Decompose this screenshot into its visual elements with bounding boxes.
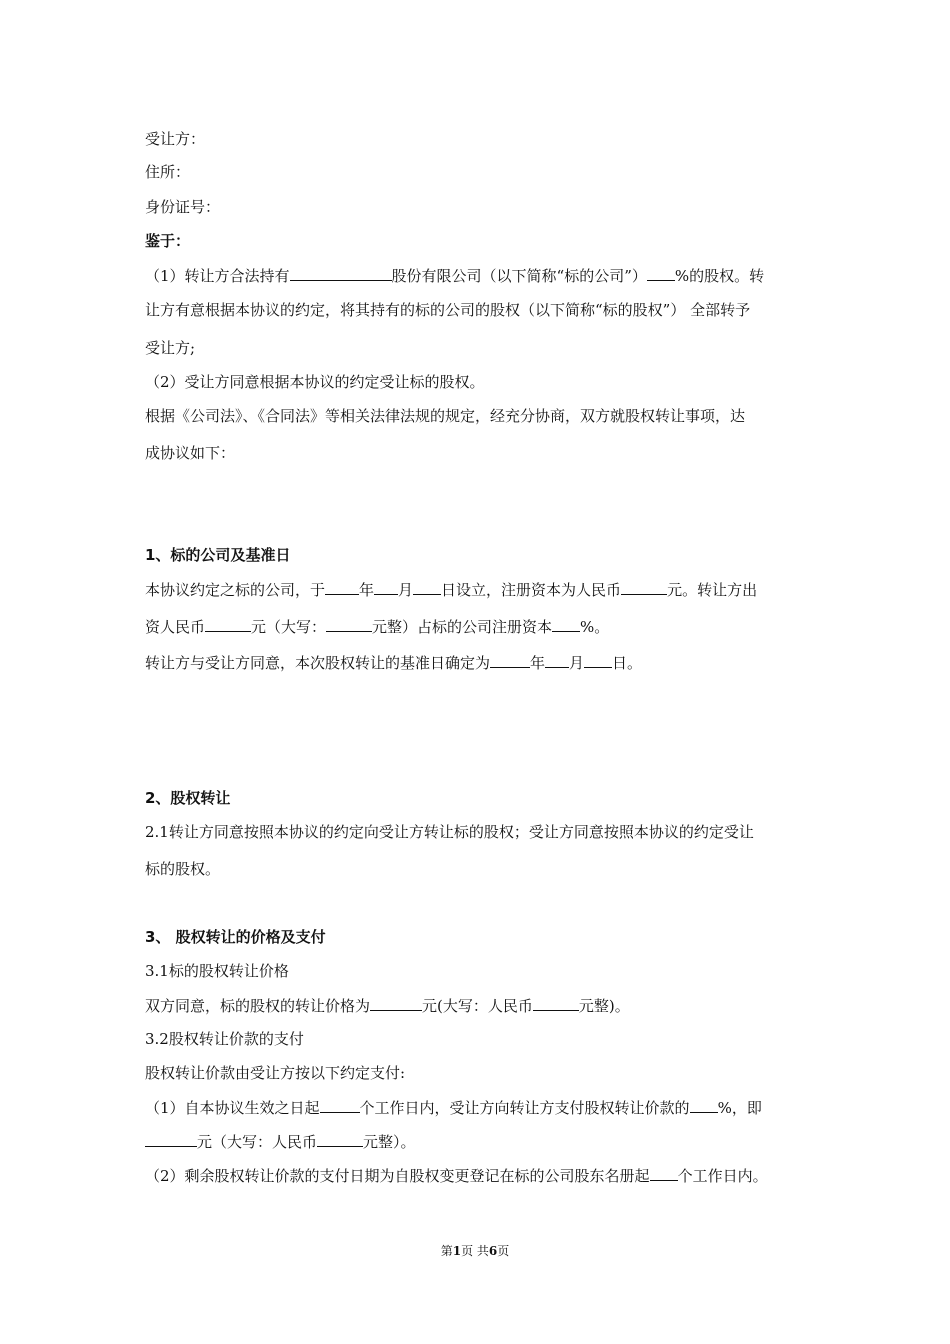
section-2-para-line-1: 2.1转让方同意按照本协议的约定向受让方转让标的股权；受让方同意按照本协议的约定受让 bbox=[145, 823, 754, 841]
recital-1-line-2: 让方有意根据本协议的约定，将其持有的标的公司的股权（以下简称“标的股权”） 全部转予 bbox=[145, 301, 751, 319]
payment-intro: 股权转让价款由受让方按以下约定支付: bbox=[145, 1064, 406, 1082]
base-day-blank bbox=[584, 652, 612, 668]
section-2-para-line-2: 标的股权。 bbox=[145, 860, 221, 878]
id-number-label: 身份证号： bbox=[145, 198, 221, 216]
base-year-blank bbox=[490, 652, 530, 668]
recital-3-line-2: 成协议如下： bbox=[145, 444, 236, 462]
day-blank bbox=[413, 579, 441, 595]
working-days-blank bbox=[320, 1097, 360, 1113]
recital-3-line-1: 根据《公司法》、《合同法》等相关法律法规的规定，经充分协商，双方就股权转让事项，达 bbox=[145, 407, 746, 425]
price-paragraph: 双方同意，标的股权的转让价格为 元(大写：人民币 元整)。 bbox=[145, 997, 630, 1015]
whereas-heading: 鉴于： bbox=[145, 232, 191, 250]
price-words-blank bbox=[533, 995, 579, 1011]
payment-2: （2）剩余股权转让价款的支付日期为自股权变更登记在标的公司股东名册起 个工作日内。 bbox=[145, 1167, 768, 1185]
section-3-heading: 3、 股权转让的价格及支付 bbox=[145, 928, 326, 946]
payment-1-line-1: （1）自本协议生效之日起 个工作日内，受让方向转让方支付股权转让价款的 %，即 bbox=[145, 1099, 762, 1117]
section-1-para-3: 转让方与受让方同意，本次股权转让的基准日确定为 年 月 日。 bbox=[145, 654, 643, 672]
recital-2: （2）受让方同意根据本协议的约定受让标的股权。 bbox=[145, 373, 485, 391]
section-3-2-subheading: 3.2股权转让价款的支付 bbox=[145, 1030, 304, 1048]
share-percent-blank bbox=[647, 265, 675, 281]
page-footer: 第1页 共6页 bbox=[440, 1244, 510, 1258]
section-3-1-subheading: 3.1标的股权转让价格 bbox=[145, 962, 289, 980]
remaining-days-blank bbox=[650, 1165, 678, 1181]
section-1-para-2: 资人民币 元（大写： 元整）占标的公司注册资本 %。 bbox=[145, 618, 610, 636]
total-pages-number: 6 bbox=[488, 1244, 498, 1258]
registered-capital-blank bbox=[621, 579, 667, 595]
payment-words-blank bbox=[317, 1131, 363, 1147]
current-page-number: 1 bbox=[452, 1244, 462, 1258]
contribution-words-blank bbox=[326, 616, 372, 632]
capital-percent-blank bbox=[552, 616, 580, 632]
recital-1-line-1: （1）转让方合法持有 股份有限公司（以下简称“标的公司”） %的股权。转 bbox=[145, 267, 765, 285]
section-1-para-1: 本协议约定之标的公司，于 年 月 日设立，注册资本为人民币 元。转让方出 bbox=[145, 581, 758, 599]
transferee-label: 受让方： bbox=[145, 130, 206, 148]
payment-amount-blank bbox=[145, 1131, 197, 1147]
month-blank bbox=[374, 579, 398, 595]
base-month-blank bbox=[545, 652, 569, 668]
contribution-blank bbox=[205, 616, 251, 632]
price-blank bbox=[370, 995, 422, 1011]
section-2-heading: 2、股权转让 bbox=[145, 789, 231, 807]
year-blank bbox=[325, 579, 359, 595]
company-name-blank bbox=[290, 265, 392, 281]
payment-1-line-2: 元（大写：人民币 元整）。 bbox=[145, 1131, 416, 1152]
recital-1-line-3: 受让方; bbox=[145, 339, 196, 357]
address-label: 住所： bbox=[145, 163, 191, 181]
payment-percent-blank bbox=[690, 1097, 718, 1113]
section-1-heading: 1、标的公司及基准日 bbox=[145, 546, 291, 564]
